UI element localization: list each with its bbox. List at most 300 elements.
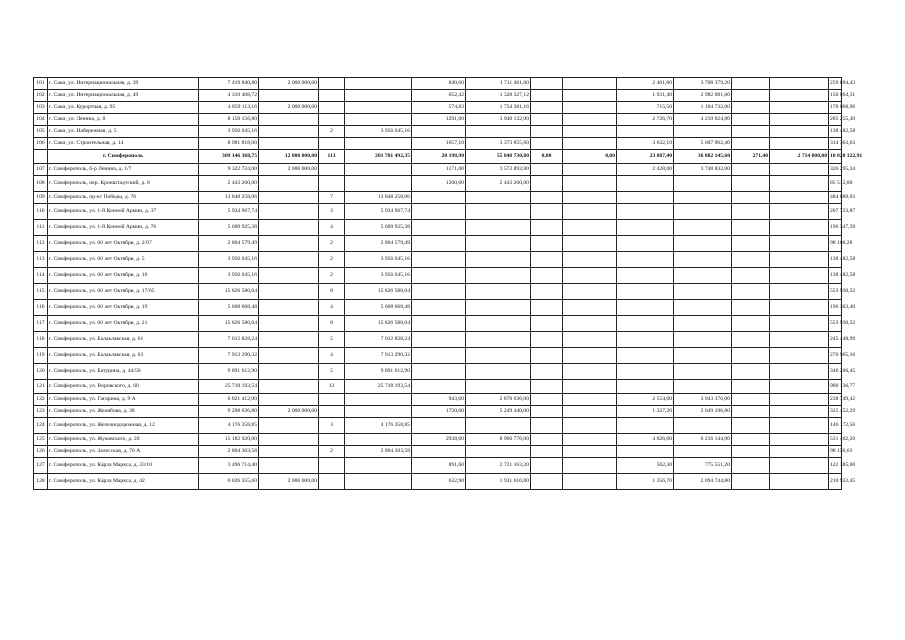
row-number-cell: 127 bbox=[34, 458, 48, 474]
value-cell bbox=[319, 102, 345, 114]
table-row bbox=[34, 204, 842, 220]
value-cell bbox=[412, 126, 466, 138]
value-cell bbox=[770, 394, 829, 406]
table-row bbox=[34, 164, 842, 176]
address-cell: г. Симферополь, ул. 60 лет Октября, д. 10 bbox=[48, 268, 199, 284]
value-cell: 2 401,80 bbox=[617, 78, 674, 90]
value-cell: 1 356,70 bbox=[617, 474, 674, 490]
value-cell bbox=[259, 176, 319, 192]
value-cell bbox=[563, 380, 617, 394]
value-cell bbox=[412, 236, 466, 252]
value-cell bbox=[259, 348, 319, 364]
row-number-cell: 117 bbox=[34, 316, 48, 332]
value-cell bbox=[531, 316, 563, 332]
value-cell bbox=[259, 364, 319, 380]
value-cell: 1 931 610,80 bbox=[466, 474, 531, 490]
value-cell: 2 726,70 bbox=[617, 114, 674, 126]
value-cell bbox=[617, 126, 674, 138]
value-cell bbox=[563, 268, 617, 284]
value-cell: 207 723,87 bbox=[829, 204, 842, 220]
value-cell: 245 448,99 bbox=[829, 332, 842, 348]
value-cell: 150 864,31 bbox=[829, 90, 842, 102]
value-cell bbox=[259, 434, 319, 446]
table-row bbox=[34, 380, 842, 394]
table-row bbox=[34, 192, 842, 204]
row-number-cell: 124 bbox=[34, 418, 48, 434]
value-cell: 146 172,56 bbox=[829, 418, 842, 434]
value-cell bbox=[531, 418, 563, 434]
value-cell bbox=[770, 348, 829, 364]
value-cell bbox=[466, 380, 531, 394]
value-cell bbox=[770, 176, 829, 192]
address-cell: г. Симферополь, б-р Ленина, д. 1/7 bbox=[48, 164, 199, 176]
value-cell bbox=[563, 102, 617, 114]
value-cell: 9 891 612,90 bbox=[199, 364, 259, 380]
value-cell: 5 bbox=[319, 364, 345, 380]
value-cell: 3 956 645,16 bbox=[345, 126, 412, 138]
value-cell: 196 347,39 bbox=[829, 220, 842, 236]
row-number-cell: 115 bbox=[34, 284, 48, 300]
value-cell bbox=[412, 418, 466, 434]
value-cell: 5 609 925,38 bbox=[199, 220, 259, 236]
value-cell bbox=[563, 284, 617, 300]
value-cell: 7 bbox=[319, 192, 345, 204]
value-cell bbox=[770, 204, 829, 220]
value-cell bbox=[563, 236, 617, 252]
address-cell: г. Симферополь, ул. 1-й Конной Армии, д. 76 bbox=[48, 220, 199, 236]
value-cell bbox=[259, 332, 319, 348]
value-cell bbox=[617, 364, 674, 380]
value-cell: 2 bbox=[319, 126, 345, 138]
address-cell: г. Симферополь, пр-кт Победы, д. 76 bbox=[48, 192, 199, 204]
value-cell bbox=[770, 316, 829, 332]
value-cell bbox=[259, 284, 319, 300]
value-cell bbox=[674, 348, 732, 364]
value-cell: 4 bbox=[319, 348, 345, 364]
value-cell: 9 891 612,90 bbox=[345, 364, 412, 380]
value-cell: 15 826 580,64 bbox=[345, 316, 412, 332]
value-cell: 3 940 132,00 bbox=[466, 114, 531, 126]
value-cell bbox=[770, 418, 829, 434]
value-cell: 1 328 327,12 bbox=[466, 90, 531, 102]
value-cell bbox=[732, 474, 770, 490]
value-cell: 210 922,45 bbox=[829, 474, 842, 490]
row-number-cell: 109 bbox=[34, 192, 48, 204]
value-cell: 2 bbox=[319, 446, 345, 458]
value-cell bbox=[617, 268, 674, 284]
value-cell bbox=[617, 236, 674, 252]
value-cell bbox=[563, 164, 617, 176]
value-cell: 7 012 828,24 bbox=[199, 332, 259, 348]
value-cell bbox=[466, 300, 531, 316]
row-number-cell: 121 bbox=[34, 380, 48, 394]
value-cell bbox=[732, 380, 770, 394]
value-cell bbox=[674, 300, 732, 316]
value-cell: 574,83 bbox=[412, 102, 466, 114]
value-cell bbox=[531, 364, 563, 380]
value-cell bbox=[732, 284, 770, 300]
value-cell bbox=[345, 90, 412, 102]
value-cell bbox=[770, 252, 829, 268]
value-cell: 122 385,00 bbox=[829, 458, 842, 474]
value-cell bbox=[770, 458, 829, 474]
value-cell: 6 026 355,60 bbox=[199, 474, 259, 490]
value-cell: 2 554,00 bbox=[617, 394, 674, 406]
value-cell bbox=[563, 90, 617, 102]
value-cell bbox=[674, 126, 732, 138]
value-cell: 553 930,32 bbox=[829, 284, 842, 300]
table-row bbox=[34, 300, 842, 316]
value-cell: 2 bbox=[319, 236, 345, 252]
value-cell bbox=[531, 220, 563, 236]
value-cell bbox=[319, 78, 345, 90]
value-cell bbox=[531, 126, 563, 138]
value-cell bbox=[412, 332, 466, 348]
value-cell: 15 826 580,64 bbox=[199, 316, 259, 332]
value-cell: 4 176 358,85 bbox=[345, 418, 412, 434]
value-cell: 2 804 303,58 bbox=[345, 446, 412, 458]
row-number-cell: 110 bbox=[34, 204, 48, 220]
value-cell bbox=[531, 192, 563, 204]
value-cell bbox=[345, 164, 412, 176]
value-cell bbox=[531, 114, 563, 126]
value-cell bbox=[412, 380, 466, 394]
value-cell bbox=[259, 316, 319, 332]
value-cell bbox=[563, 78, 617, 90]
value-cell bbox=[259, 204, 319, 220]
value-cell: 3 956 645,16 bbox=[199, 268, 259, 284]
value-cell bbox=[466, 332, 531, 348]
value-cell: 891,60 bbox=[412, 458, 466, 474]
value-cell bbox=[531, 90, 563, 102]
value-cell: 138 482,58 bbox=[829, 252, 842, 268]
value-cell bbox=[770, 406, 829, 418]
value-cell bbox=[466, 284, 531, 300]
value-cell: 7 913 290,32 bbox=[345, 348, 412, 364]
value-cell bbox=[466, 192, 531, 204]
value-cell bbox=[617, 418, 674, 434]
table-row bbox=[34, 252, 842, 268]
value-cell bbox=[563, 332, 617, 348]
value-cell: 55 848 730,80 bbox=[466, 150, 531, 164]
value-cell: 3 943 376,00 bbox=[674, 394, 732, 406]
value-cell bbox=[770, 126, 829, 138]
value-cell bbox=[617, 204, 674, 220]
value-cell bbox=[466, 364, 531, 380]
value-cell: 271,40 bbox=[732, 150, 770, 164]
value-cell bbox=[563, 192, 617, 204]
table-row bbox=[34, 284, 842, 300]
row-number-cell: 106 bbox=[34, 138, 48, 150]
value-cell bbox=[345, 176, 412, 192]
value-cell: 7 012 828,24 bbox=[345, 332, 412, 348]
value-cell bbox=[259, 394, 319, 406]
row-number-cell bbox=[34, 150, 48, 164]
value-cell: 238 749,42 bbox=[829, 394, 842, 406]
value-cell bbox=[319, 394, 345, 406]
value-cell: 2 049 196,80 bbox=[674, 406, 732, 418]
table-row bbox=[34, 364, 842, 380]
value-cell bbox=[259, 252, 319, 268]
value-cell bbox=[617, 252, 674, 268]
value-cell bbox=[259, 220, 319, 236]
value-cell bbox=[466, 252, 531, 268]
value-cell: 840,60 bbox=[412, 78, 466, 90]
value-cell bbox=[412, 316, 466, 332]
value-cell bbox=[319, 406, 345, 418]
value-cell bbox=[531, 434, 563, 446]
value-cell bbox=[531, 284, 563, 300]
value-cell: 2 bbox=[319, 268, 345, 284]
value-cell: 3 708 379,20 bbox=[674, 78, 732, 90]
value-cell: 715,50 bbox=[617, 102, 674, 114]
value-cell bbox=[732, 204, 770, 220]
value-cell bbox=[617, 380, 674, 394]
value-cell bbox=[617, 192, 674, 204]
address-cell: г. Саки, ул. Строительная, д. 14 bbox=[48, 138, 199, 150]
value-cell: 2 000 000,00 bbox=[259, 406, 319, 418]
value-cell bbox=[466, 236, 531, 252]
value-cell bbox=[563, 348, 617, 364]
value-cell bbox=[466, 316, 531, 332]
value-cell: 259 694,43 bbox=[829, 78, 842, 90]
address-cell: г. Симферополь, ул. Жуковского, д. 20 bbox=[48, 434, 199, 446]
row-number-cell: 122 bbox=[34, 394, 48, 406]
table-row bbox=[34, 236, 842, 252]
value-cell bbox=[563, 114, 617, 126]
address-cell: г. Симферополь, ул. 60 лет Октября, д. 5 bbox=[48, 252, 199, 268]
value-cell bbox=[732, 348, 770, 364]
value-cell bbox=[345, 394, 412, 406]
value-cell bbox=[531, 78, 563, 90]
value-cell bbox=[319, 176, 345, 192]
value-cell: 1657,10 bbox=[412, 138, 466, 150]
value-cell: 7 913 290,32 bbox=[199, 348, 259, 364]
value-cell bbox=[617, 332, 674, 348]
value-cell bbox=[732, 78, 770, 90]
address-cell: г. Симферополь, ул. 60 лет Октября, д. 17/65 bbox=[48, 284, 199, 300]
value-cell bbox=[732, 114, 770, 126]
value-cell bbox=[531, 458, 563, 474]
address-cell: г. Симферополь, пер. Кронштадтский, д. 8 bbox=[48, 176, 199, 192]
value-cell bbox=[345, 474, 412, 490]
value-cell bbox=[531, 176, 563, 192]
value-cell bbox=[732, 300, 770, 316]
value-cell bbox=[531, 300, 563, 316]
value-cell bbox=[563, 126, 617, 138]
value-cell bbox=[466, 348, 531, 364]
value-cell: 2 804 303,58 bbox=[199, 446, 259, 458]
value-cell: 0,00 bbox=[563, 150, 617, 164]
value-cell bbox=[563, 406, 617, 418]
value-cell: 1720,00 bbox=[412, 406, 466, 418]
value-cell: 170 068,96 bbox=[829, 102, 842, 114]
value-cell bbox=[732, 220, 770, 236]
value-cell: 531 402,20 bbox=[829, 434, 842, 446]
value-cell bbox=[531, 236, 563, 252]
value-cell bbox=[531, 164, 563, 176]
value-cell: 85 512,00 bbox=[829, 176, 842, 192]
address-cell: г. Саки, ул. Интернациональная, д. 39 bbox=[48, 78, 199, 90]
row-number-cell: 120 bbox=[34, 364, 48, 380]
value-cell: 502,30 bbox=[617, 458, 674, 474]
value-cell bbox=[770, 90, 829, 102]
value-cell: 113 bbox=[319, 150, 345, 164]
value-cell bbox=[770, 220, 829, 236]
value-cell: 2 878 036,00 bbox=[466, 394, 531, 406]
value-cell: 138 482,58 bbox=[829, 268, 842, 284]
value-cell bbox=[466, 446, 531, 458]
value-cell: 25 718 193,54 bbox=[199, 380, 259, 394]
table-row bbox=[34, 102, 842, 114]
value-cell bbox=[563, 220, 617, 236]
value-cell bbox=[732, 364, 770, 380]
row-number-cell: 103 bbox=[34, 102, 48, 114]
value-cell bbox=[617, 446, 674, 458]
value-cell: 8 bbox=[319, 284, 345, 300]
value-cell bbox=[259, 380, 319, 394]
value-cell: 13 848 258,06 bbox=[345, 192, 412, 204]
value-cell bbox=[617, 348, 674, 364]
address-cell: г. Саки, ул. Курортная, д. 95 bbox=[48, 102, 199, 114]
value-cell bbox=[770, 268, 829, 284]
table-body bbox=[34, 78, 863, 490]
value-cell bbox=[674, 332, 732, 348]
value-cell: 3 632,10 bbox=[617, 138, 674, 150]
value-cell bbox=[732, 332, 770, 348]
value-cell bbox=[732, 316, 770, 332]
value-cell: 2 000 000,00 bbox=[259, 164, 319, 176]
value-cell: 5 608 668,48 bbox=[199, 300, 259, 316]
value-cell: 632,90 bbox=[412, 474, 466, 490]
value-cell bbox=[674, 220, 732, 236]
value-cell bbox=[259, 192, 319, 204]
value-cell: 4 859 113,16 bbox=[199, 102, 259, 114]
value-cell: 13 848 258,06 bbox=[199, 192, 259, 204]
value-cell bbox=[319, 434, 345, 446]
row-number-cell: 105 bbox=[34, 126, 48, 138]
value-cell bbox=[531, 138, 563, 150]
value-cell: 325 452,29 bbox=[829, 406, 842, 418]
value-cell bbox=[732, 102, 770, 114]
value-cell: 3 956 645,16 bbox=[345, 252, 412, 268]
value-cell: 1 104 732,00 bbox=[674, 102, 732, 114]
value-cell bbox=[563, 394, 617, 406]
value-cell bbox=[259, 138, 319, 150]
value-cell: 2 428,00 bbox=[617, 164, 674, 176]
value-cell bbox=[412, 446, 466, 458]
value-cell: 5 bbox=[319, 332, 345, 348]
address-cell: г. Саки, ул. Ленина, д. 8 bbox=[48, 114, 199, 126]
table-row bbox=[34, 176, 842, 192]
value-cell bbox=[563, 300, 617, 316]
value-cell bbox=[617, 300, 674, 316]
value-cell: 1 711 461,60 bbox=[466, 78, 531, 90]
value-cell bbox=[531, 406, 563, 418]
value-cell bbox=[770, 78, 829, 90]
value-cell bbox=[563, 474, 617, 490]
value-cell bbox=[732, 418, 770, 434]
value-cell bbox=[345, 102, 412, 114]
value-cell: 4 bbox=[319, 300, 345, 316]
address-cell: г. Симферополь, ул. Карла Маркса, д. 42 bbox=[48, 474, 199, 490]
table-row bbox=[34, 406, 842, 418]
value-cell bbox=[412, 364, 466, 380]
table-row bbox=[34, 458, 842, 474]
value-cell bbox=[531, 446, 563, 458]
value-cell bbox=[732, 138, 770, 150]
value-cell: 2 443 200,00 bbox=[199, 176, 259, 192]
value-cell bbox=[412, 220, 466, 236]
value-cell: 1 754 381,16 bbox=[466, 102, 531, 114]
table-row bbox=[34, 220, 842, 236]
value-cell bbox=[732, 90, 770, 102]
value-cell bbox=[770, 138, 829, 150]
value-cell bbox=[531, 332, 563, 348]
value-cell: 20 198,90 bbox=[412, 150, 466, 164]
value-cell: 3 bbox=[319, 204, 345, 220]
value-cell bbox=[259, 126, 319, 138]
table-row bbox=[34, 394, 842, 406]
value-cell bbox=[259, 446, 319, 458]
value-cell bbox=[674, 204, 732, 220]
value-cell: 5 934 967,74 bbox=[345, 204, 412, 220]
value-cell bbox=[732, 446, 770, 458]
value-cell bbox=[466, 204, 531, 220]
value-cell: 6 821 412,00 bbox=[199, 394, 259, 406]
value-cell bbox=[259, 268, 319, 284]
value-cell bbox=[732, 268, 770, 284]
table-row bbox=[34, 78, 842, 90]
value-cell bbox=[674, 192, 732, 204]
value-cell: 4 210 024,80 bbox=[674, 114, 732, 126]
value-cell bbox=[412, 192, 466, 204]
value-cell bbox=[259, 90, 319, 102]
value-cell bbox=[259, 236, 319, 252]
value-cell: 8 981 818,00 bbox=[199, 138, 259, 150]
value-cell: 9 322 724,00 bbox=[199, 164, 259, 176]
value-cell bbox=[674, 176, 732, 192]
value-cell bbox=[259, 300, 319, 316]
address-cell: г. Симферополь, ул. Гагарина, д. 9 А bbox=[48, 394, 199, 406]
value-cell bbox=[412, 252, 466, 268]
value-cell bbox=[412, 300, 466, 316]
value-cell bbox=[466, 268, 531, 284]
value-cell bbox=[770, 332, 829, 348]
value-cell: 3 bbox=[319, 418, 345, 434]
value-cell: 3 956 645,16 bbox=[345, 268, 412, 284]
row-number-cell: 112 bbox=[34, 236, 48, 252]
value-cell bbox=[259, 114, 319, 126]
value-cell bbox=[563, 252, 617, 268]
address-cell: г. Симферополь, ул. 1-й Конной Армии, д. 37 bbox=[48, 204, 199, 220]
table-row bbox=[34, 90, 842, 102]
value-cell: 553 930,32 bbox=[829, 316, 842, 332]
address-cell: г. Симферополь, ул. Желябова, д. 38 bbox=[48, 406, 199, 418]
value-cell: 2 000 000,00 bbox=[259, 474, 319, 490]
value-cell bbox=[732, 406, 770, 418]
value-cell: 9 298 636,80 bbox=[199, 406, 259, 418]
data-table bbox=[33, 77, 863, 490]
value-cell bbox=[563, 458, 617, 474]
table-row bbox=[34, 138, 842, 150]
value-cell bbox=[732, 164, 770, 176]
value-cell: 2 000 000,00 bbox=[259, 102, 319, 114]
value-cell: 15 826 580,64 bbox=[345, 284, 412, 300]
value-cell bbox=[617, 316, 674, 332]
address-cell: г. Симферополь, ул. Батурина, д. 44/50 bbox=[48, 364, 199, 380]
value-cell: 8 150 156,80 bbox=[199, 114, 259, 126]
